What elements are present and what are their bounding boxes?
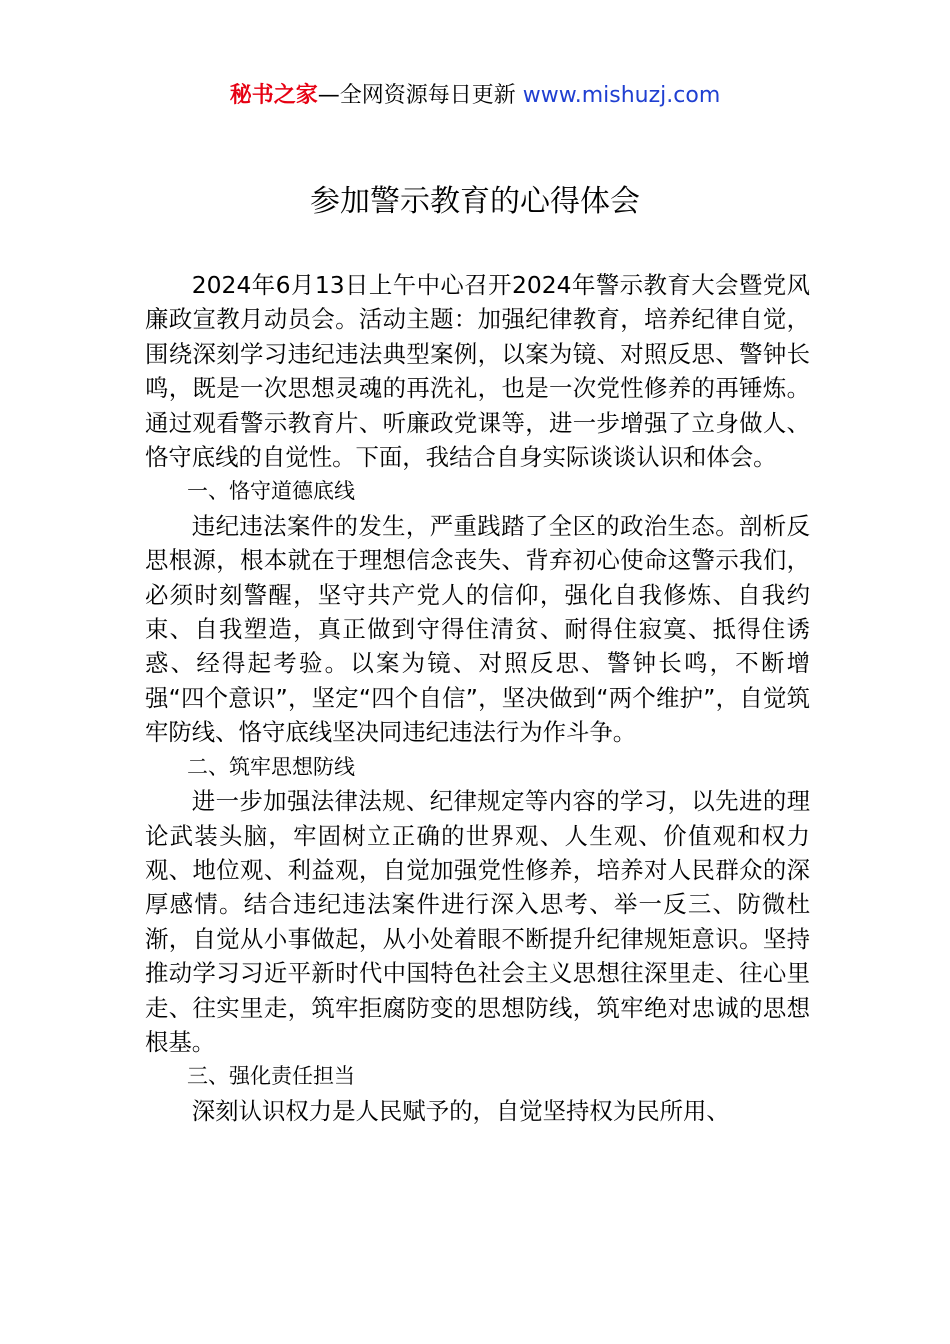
site-brand: 秘书之家 <box>229 83 318 108</box>
section-paragraph-1: 违纪违法案件的发生，严重践踏了全区的政治生态。剖析反思根源，根本就在于理想信念丧失、背弃初心使命这警示我们，必须时刻警醒，坚守共产党人的信仰，强化自我修炼、自我约束、自我塑造，真正做到守得住清贫、耐得住寂寞、抵得住诱惑、经得起考验。以案为镜、对照反思、警钟长鸣，不断增强“四个意识”，坚定“四个自信”，坚决做到“两个维护”，自觉筑牢防线、恪守底线坚决同违纪违法行为作斗争。 <box>145 511 810 747</box>
document-title: 参加警示教育的心得体会 <box>310 184 640 219</box>
section-paragraph-3: 深刻认识权力是人民赋予的，自觉坚持权为民所用、 <box>191 1096 730 1125</box>
site-url-link[interactable]: www.mishuzj.com <box>522 83 721 108</box>
site-header <box>0 80 950 112</box>
site-tagline: —全网资源每日更新 <box>317 83 523 108</box>
intro-paragraph: 2024年6月13日上午中心召开2024年警示教育大会暨党风廉政宣教月动员会。活动主题：加强纪律教育，培养纪律自觉，围绕深刻学习违纪违法典型案例，以案为镜、对照反思、警钟长鸣，既是一次思想灵魂的再洗礼，也是一次党性修养的再锤炼。通过观看警示教育片、听廉政党课等，进一步增强了立身做人、恪守底线的自觉性。下面，我结合自身实际谈谈认识和体会。 <box>145 271 810 472</box>
section-heading-1: 一、恪守道德底线 <box>187 479 355 504</box>
document-body <box>145 268 810 1128</box>
section-heading-3: 三、强化责任担当 <box>187 1064 355 1089</box>
section-heading-2: 二、筑牢思想防线 <box>187 754 355 779</box>
section-paragraph-2: 进一步加强法律法规、纪律规定等内容的学习，以先进的理论武装头脑，牢固树立正确的世界观、人生观、价值观和权力观、地位观、利益观，自觉加强党性修养，培养对人民群众的深厚感情。结合违纪违法案件进行深入思考、举一反三、防微杜渐，自觉从小事做起，从小处着眼不断提升纪律规矩意识。坚持推动学习习近平新时代中国特色社会主义思想往深里走、往心里走、往实里走，筑牢拒腐防变的思想防线，筑牢绝对忠诚的思想根基。 <box>145 787 810 1056</box>
